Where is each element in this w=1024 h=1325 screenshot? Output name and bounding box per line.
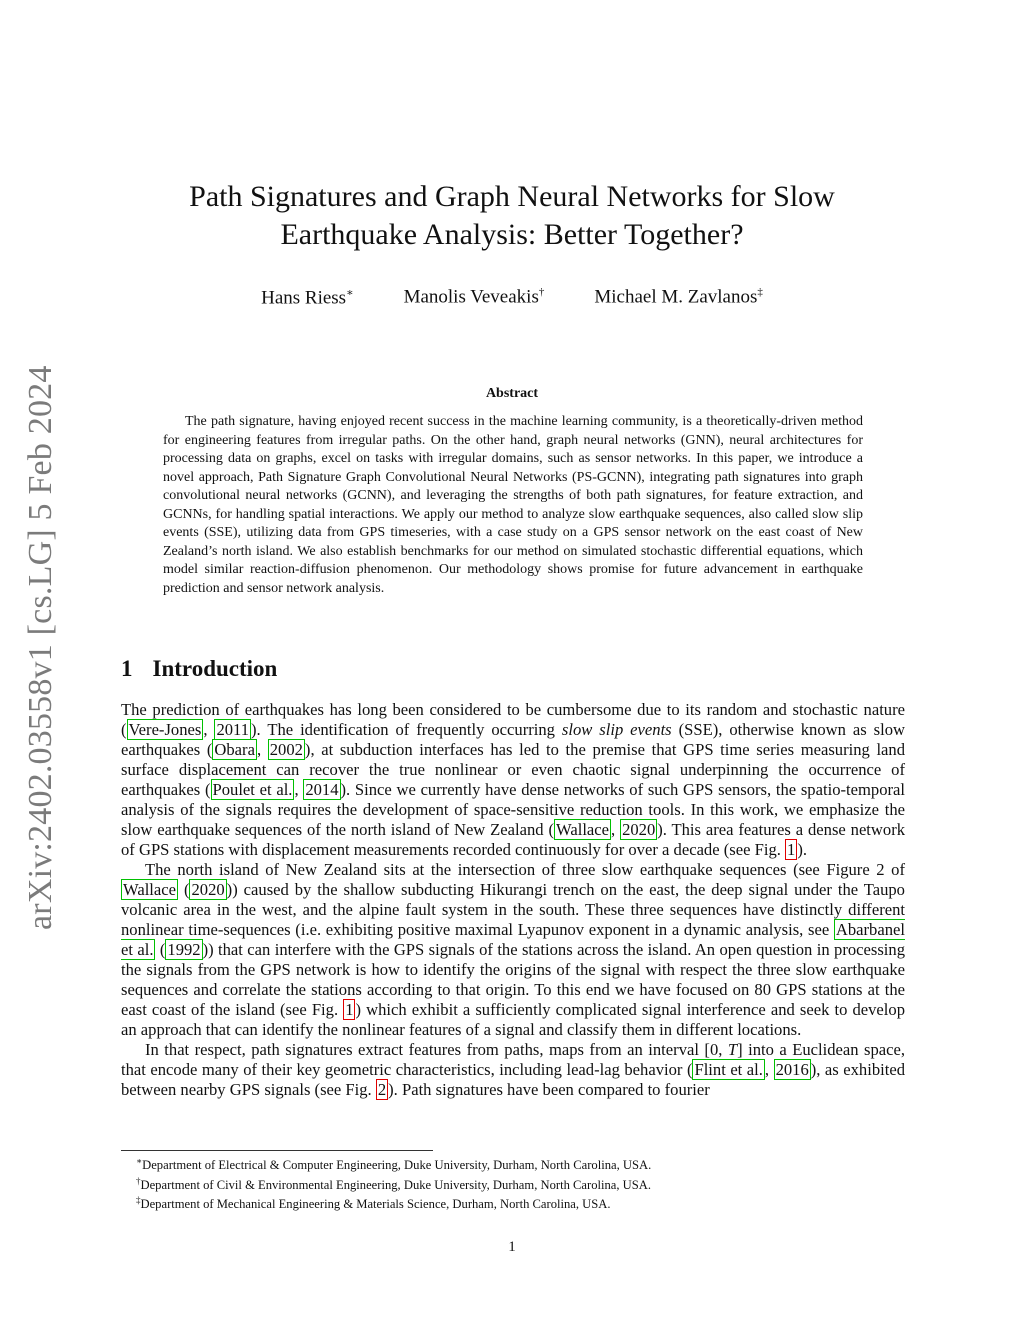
- footnote-2: †Department of Civil & Environmental Engineering, Duke University, Durham, North Carolina, USA.: [136, 1175, 652, 1192]
- page-number: 1: [508, 1239, 516, 1255]
- footnote-1: ∗Department of Electrical & Computer Engineering, Duke University, Durham, North Carolina, USA.: [136, 1156, 652, 1173]
- section-title: Introduction: [152, 656, 278, 681]
- footnote-divider: [121, 1150, 433, 1151]
- figure-reference-link[interactable]: 1: [345, 1000, 354, 1019]
- intro-paragraph-3: In that respect, path signatures extract features from paths, maps from an interval [0, T] into a Euclidean space, that encode many of their key geometric characteristics, including lead-lag behavior ( Flint et al. , 2016 ), as exhibited between nearby GPS signals (see Fig. 2 ). Path signatures have been compared to fourier: [121, 1040, 906, 1099]
- section-heading: [121, 656, 277, 682]
- figure-reference-link[interactable]: 2: [377, 1080, 387, 1099]
- title-line-1: Path Signatures and Graph Neural Networks for Slow: [189, 180, 835, 213]
- abstract-text: The path signature, having enjoyed recent success in the machine learning community, is a theoretically-driven method for engineering features from irregular paths. On the other hand, graph neural networks (GNN), neural architectures for processing data on graphs, excel on tasks with irregular domains, such as sensor networks. In this paper, we introduce a novel approach, Path Signature Graph Convolutional Neural Networks (PS-GCNN), integrating path signatures into graph convolutional neural networks (GCNN), and leveraging the strengths of both path signatures, for feature extraction, and GCNNs, for handling spatial interactions. We apply our method to analyze slow earthquake sequences, also called slow slip events (SSE), utilizing data from GPS timeseries, with a case study on a GPS sensor network on the east coast of New Zealand’s north island. We also establish benchmarks for our method on simulated stochastic differential equations, which model similar reaction-diffusion phenomenon. Our methodology shows promise for future advancement in earthquake prediction and sensor network analysis.: [163, 414, 863, 596]
- citation-link[interactable]: 2011: [216, 720, 250, 739]
- section-number: 1: [121, 656, 133, 681]
- citation-link[interactable]: Abarbanel et al.: [121, 920, 905, 959]
- author-list: [120, 286, 904, 309]
- paper-title: [120, 178, 904, 254]
- citation-link[interactable]: Wallace: [123, 880, 177, 899]
- author-2: Manolis Veveakis†: [403, 286, 545, 308]
- citation-link[interactable]: 2020: [622, 820, 656, 839]
- citation-link[interactable]: 1992: [167, 940, 201, 959]
- citation-link[interactable]: 2020: [191, 880, 225, 899]
- author-3: Michael M. Zavlanos‡: [594, 286, 763, 308]
- citation-link[interactable]: 2002: [269, 740, 303, 759]
- citation-link[interactable]: Poulet et al.: [212, 780, 293, 799]
- intro-paragraph-1: The prediction of earthquakes has long been considered to be cumbersome due to its random and stochastic nature ( Vere-Jones , 2011 ). The identification of frequently occurring slow slip events (SSE), otherwise known as slow earthquakes ( Obara , 2002 ), at subduction interfaces has led to the premise that GPS time series measuring land surface displacement can recover the true nonlinear or even chaotic signal underpinning the occurrence of earthquakes ( Poulet et al. , 2014 ). Since we currently have dense networks of such GPS sensors, the spatio-temporal analysis of the signals requires the development of space-sensitive reduction tools. In this work, we emphasize the slow earthquake sequences of the north island of New Zealand ( Wallace , 2020 ). This area features a dense network of GPS stations with displacement measurements recorded continuously for over a decade (see Fig. 1 ).: [121, 700, 906, 859]
- author-1: Hans Riess∗: [261, 287, 354, 309]
- citation-link[interactable]: Flint et al.: [694, 1060, 763, 1079]
- citation-link[interactable]: Wallace: [556, 820, 610, 839]
- title-line-2: Earthquake Analysis: Better Together?: [280, 218, 744, 251]
- citation-link[interactable]: 2016: [775, 1060, 809, 1079]
- arxiv-identifier-stamp: arXiv:2402.03558v1 [cs.LG] 5 Feb 2024: [22, 365, 59, 930]
- citation-link[interactable]: Vere-Jones: [128, 720, 202, 739]
- figure-reference-link[interactable]: 1: [787, 840, 796, 859]
- intro-paragraph-2: The north island of New Zealand sits at the intersection of three slow earthquake sequences (see Figure 2 of Wallace ( 2020 )) caused by the shallow subducting Hikurangi trench on the east, the deep signal under the Taupo volcanic area in the west, and the alpine fault system in the south. These three sequences have distinctly different nonlinear time-sequences (i.e. exhibiting positive maximal Lyapunov exponent in a dynamic analysis, see Abarbanel et al. ( 1992 )) that can interfere with the GPS signals of the stations across the island. An open question in processing the signals from the GPS network is how to identify the origins of the signal with respect the three slow earthquake sequences and correlate the stations according to that origin. To this end we have focused on 80 GPS stations at the east coast of the island (see Fig. 1 ) which exhibit a sufficiently complicated signal interference and seek to develop an approach that can identify the nonlinear features of a signal and classify them in different locations.: [121, 860, 905, 1039]
- section-body: [121, 700, 905, 1100]
- citation-link[interactable]: 2014: [305, 780, 339, 799]
- footnote-3: ‡Department of Mechanical Engineering & Materials Science, Durham, North Carolina, USA.: [136, 1195, 611, 1212]
- abstract-heading: Abstract: [485, 386, 539, 401]
- citation-link[interactable]: Obara: [214, 740, 255, 759]
- footnotes: [136, 1154, 896, 1213]
